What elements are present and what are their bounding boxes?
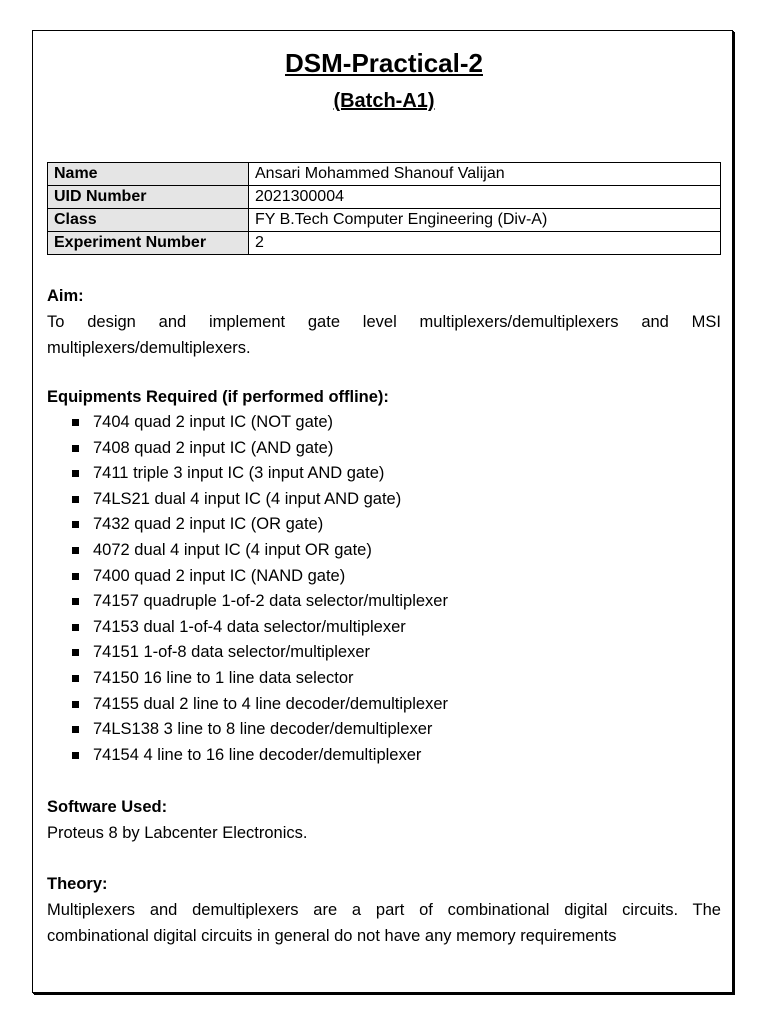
software-text: Proteus 8 by Labcenter Electronics. xyxy=(47,824,308,842)
table-row xyxy=(48,232,721,255)
square-bullet-icon xyxy=(72,445,79,452)
table-row xyxy=(48,186,721,209)
square-bullet-icon xyxy=(72,624,79,631)
uid-key: UID Number xyxy=(48,186,249,209)
square-bullet-icon xyxy=(72,701,79,708)
equipments-list xyxy=(47,410,721,768)
equipments-heading: Equipments Required (if performed offline): xyxy=(47,388,389,406)
list-item: 74153 dual 1-of-4 data selector/multiplexer xyxy=(47,615,721,641)
document-subtitle: (Batch-A1) xyxy=(333,90,435,112)
list-item: 74LS138 3 line to 8 line decoder/demultiplexer xyxy=(47,717,721,743)
square-bullet-icon xyxy=(72,598,79,605)
square-bullet-icon xyxy=(72,419,79,426)
square-bullet-icon xyxy=(72,470,79,477)
theory-section xyxy=(47,871,721,949)
list-item: 74154 4 line to 16 line decoder/demultiplexer xyxy=(47,743,721,769)
document-title: DSM-Practical-2 xyxy=(285,48,483,78)
class-key: Class xyxy=(48,209,249,232)
list-item: 74155 dual 2 line to 4 line decoder/demultiplexer xyxy=(47,692,721,718)
experiment-number-value: 2 xyxy=(249,232,721,255)
square-bullet-icon xyxy=(72,547,79,554)
class-value: FY B.Tech Computer Engineering (Div-A) xyxy=(249,209,721,232)
theory-text: Multiplexers and demultiplexers are a part of combinational digital circuits. The combinational digital circuits in general do not have any memory requirements xyxy=(47,901,721,945)
table-row xyxy=(48,209,721,232)
student-info-table xyxy=(47,162,721,255)
aim-heading: Aim: xyxy=(47,287,84,305)
list-item: 7404 quad 2 input IC (NOT gate) xyxy=(47,410,721,436)
square-bullet-icon xyxy=(72,675,79,682)
theory-heading: Theory: xyxy=(47,875,108,893)
square-bullet-icon xyxy=(72,752,79,759)
list-item: 74150 16 line to 1 line data selector xyxy=(47,666,721,692)
aim-section xyxy=(47,283,721,361)
list-item: 7408 quad 2 input IC (AND gate) xyxy=(47,436,721,462)
square-bullet-icon xyxy=(72,521,79,528)
list-item: 74157 quadruple 1-of-2 data selector/multiplexer xyxy=(47,589,721,615)
uid-value: 2021300004 xyxy=(249,186,721,209)
square-bullet-icon xyxy=(72,496,79,503)
aim-text: To design and implement gate level multiplexers/demultiplexers and MSI multiplexers/demultiplexers. xyxy=(47,313,721,357)
experiment-number-key: Experiment Number xyxy=(48,232,249,255)
square-bullet-icon xyxy=(72,726,79,733)
software-section xyxy=(47,794,721,846)
list-item: 74151 1-of-8 data selector/multiplexer xyxy=(47,640,721,666)
square-bullet-icon xyxy=(72,649,79,656)
list-item: 7432 quad 2 input IC (OR gate) xyxy=(47,512,721,538)
list-item: 4072 dual 4 input IC (4 input OR gate) xyxy=(47,538,721,564)
software-heading: Software Used: xyxy=(47,798,168,816)
list-item: 7400 quad 2 input IC (NAND gate) xyxy=(47,564,721,590)
list-item: 74LS21 dual 4 input IC (4 input AND gate) xyxy=(47,487,721,513)
table-row xyxy=(48,163,721,186)
name-value: Ansari Mohammed Shanouf Valijan xyxy=(249,163,721,186)
square-bullet-icon xyxy=(72,573,79,580)
name-key: Name xyxy=(48,163,249,186)
equipments-section xyxy=(47,384,721,768)
list-item: 7411 triple 3 input IC (3 input AND gate) xyxy=(47,461,721,487)
